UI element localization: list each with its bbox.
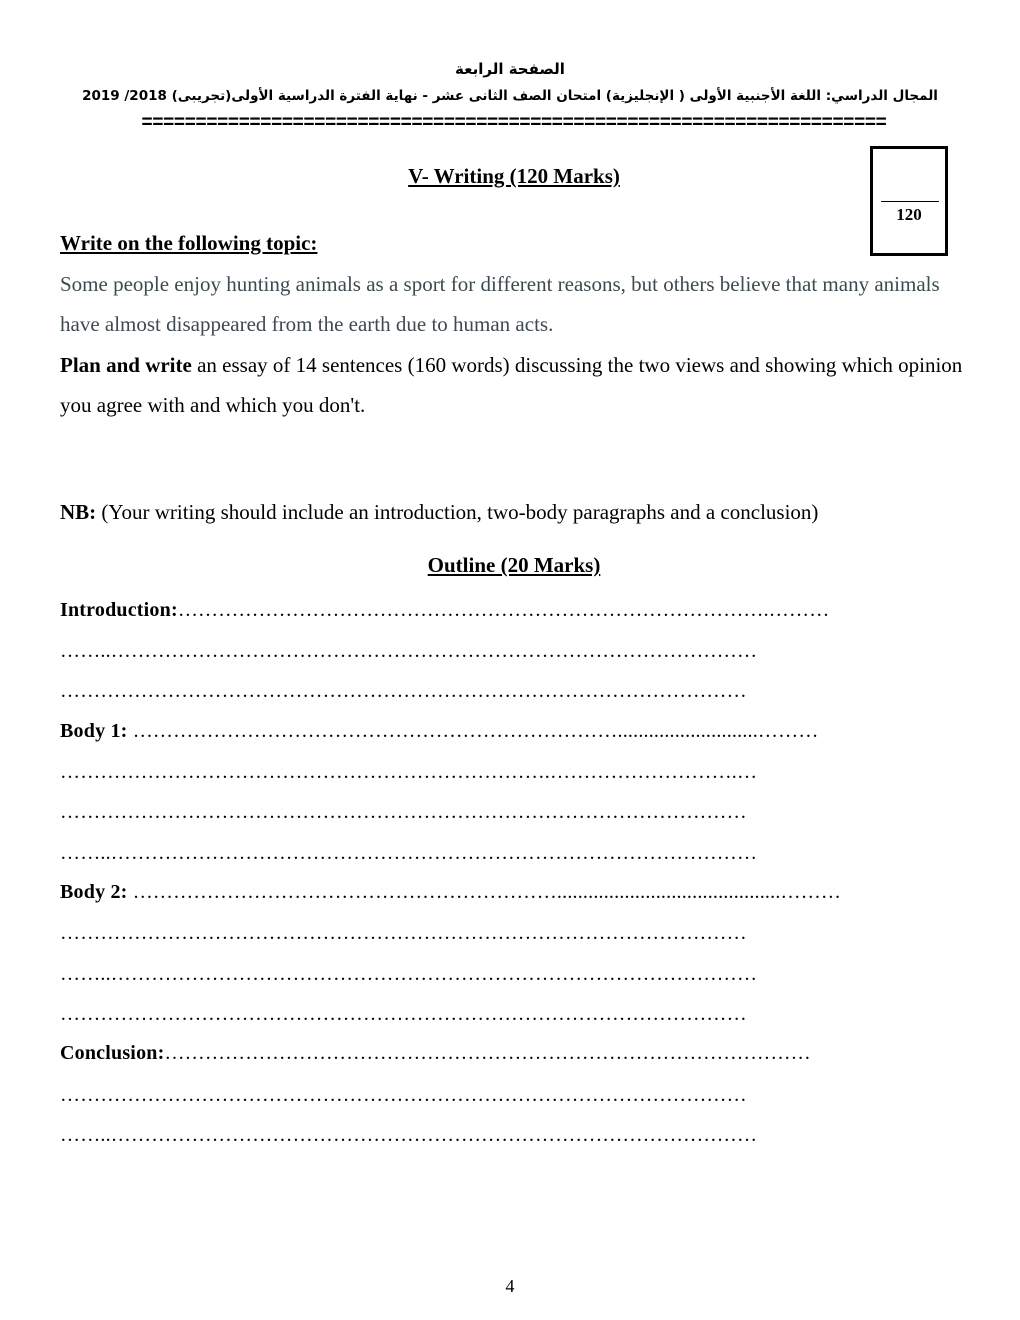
header-separator: ===================================================================== [141, 112, 887, 133]
answer-line[interactable]: ………………………………………………………………………………………… [60, 922, 747, 944]
answer-line[interactable]: ……..…………………………………………………………………………………… [60, 963, 758, 985]
answer-line[interactable]: ……..…………………………………………………………………………………… [60, 842, 758, 864]
section-title: V- Writing (120 Marks) [408, 164, 620, 188]
answer-line[interactable]: ………………………………………………………………………………………… [60, 1003, 747, 1025]
body1-label: Body 1: [60, 720, 133, 742]
answer-line[interactable]: ………………………………………………………………………………………… [60, 680, 747, 702]
answer-line[interactable]: ………………………………………………………………………………………… [60, 801, 747, 823]
answer-line[interactable]: ………………………………………………………………………………………… [60, 1084, 747, 1106]
body1-line[interactable]: Body 1: ………………………………………………………………...........................……… [60, 720, 819, 742]
introduction-line[interactable]: Introduction:…………………………………………………………………………….……… [60, 599, 830, 621]
nb-text: (Your writing should include an introduction, two-body paragraphs and a conclusion) [96, 500, 819, 524]
answer-line[interactable]: ……..…………………………………………………………………………………… [60, 1124, 758, 1146]
body2-label: Body 2: [60, 881, 133, 903]
score-total: 120 [896, 205, 922, 224]
task-instructions [60, 345, 970, 425]
task-text: an essay of 14 sentences (160 words) discussing the two views and showing which opinion you agree with and which you don't. [60, 353, 963, 417]
conclusion-label: Conclusion: [60, 1042, 165, 1064]
exam-info-line: المجال الدراسي: اللغة الأجنبية الأولى ( الإنجليزية) امتحان الصف الثانى عشر - نهاية الفترة الدراسية الأولى(تجريبى) 2018/ 2019 [82, 88, 938, 104]
answer-line[interactable]: ……………………………………………………………….……………………….… [60, 761, 758, 783]
introduction-label: Introduction: [60, 599, 178, 621]
page-number: 4 [505, 1276, 515, 1296]
answer-line[interactable]: ……..…………………………………………………………………………………… [60, 640, 758, 662]
score-blank-line [881, 201, 939, 202]
nb-label: NB: [60, 500, 97, 524]
score-box [870, 146, 948, 256]
topic-text: Some people enjoy hunting animals as a sport for different reasons, but others believe that many animals have almost disappeared from the earth due to human acts. [60, 272, 940, 336]
task-bold: Plan and write [60, 353, 192, 377]
conclusion-line[interactable]: Conclusion:…………………………………………………………………………………… [60, 1042, 811, 1064]
prompt-heading: Write on the following topic: [60, 231, 318, 255]
body2-line[interactable]: Body 2: ………………………………………………………...........................................……… [60, 881, 842, 903]
outline-title: Outline (20 Marks) [427, 553, 601, 577]
nb-note [60, 492, 970, 532]
page-title-arabic: الصفحة الرابعة [455, 60, 565, 78]
